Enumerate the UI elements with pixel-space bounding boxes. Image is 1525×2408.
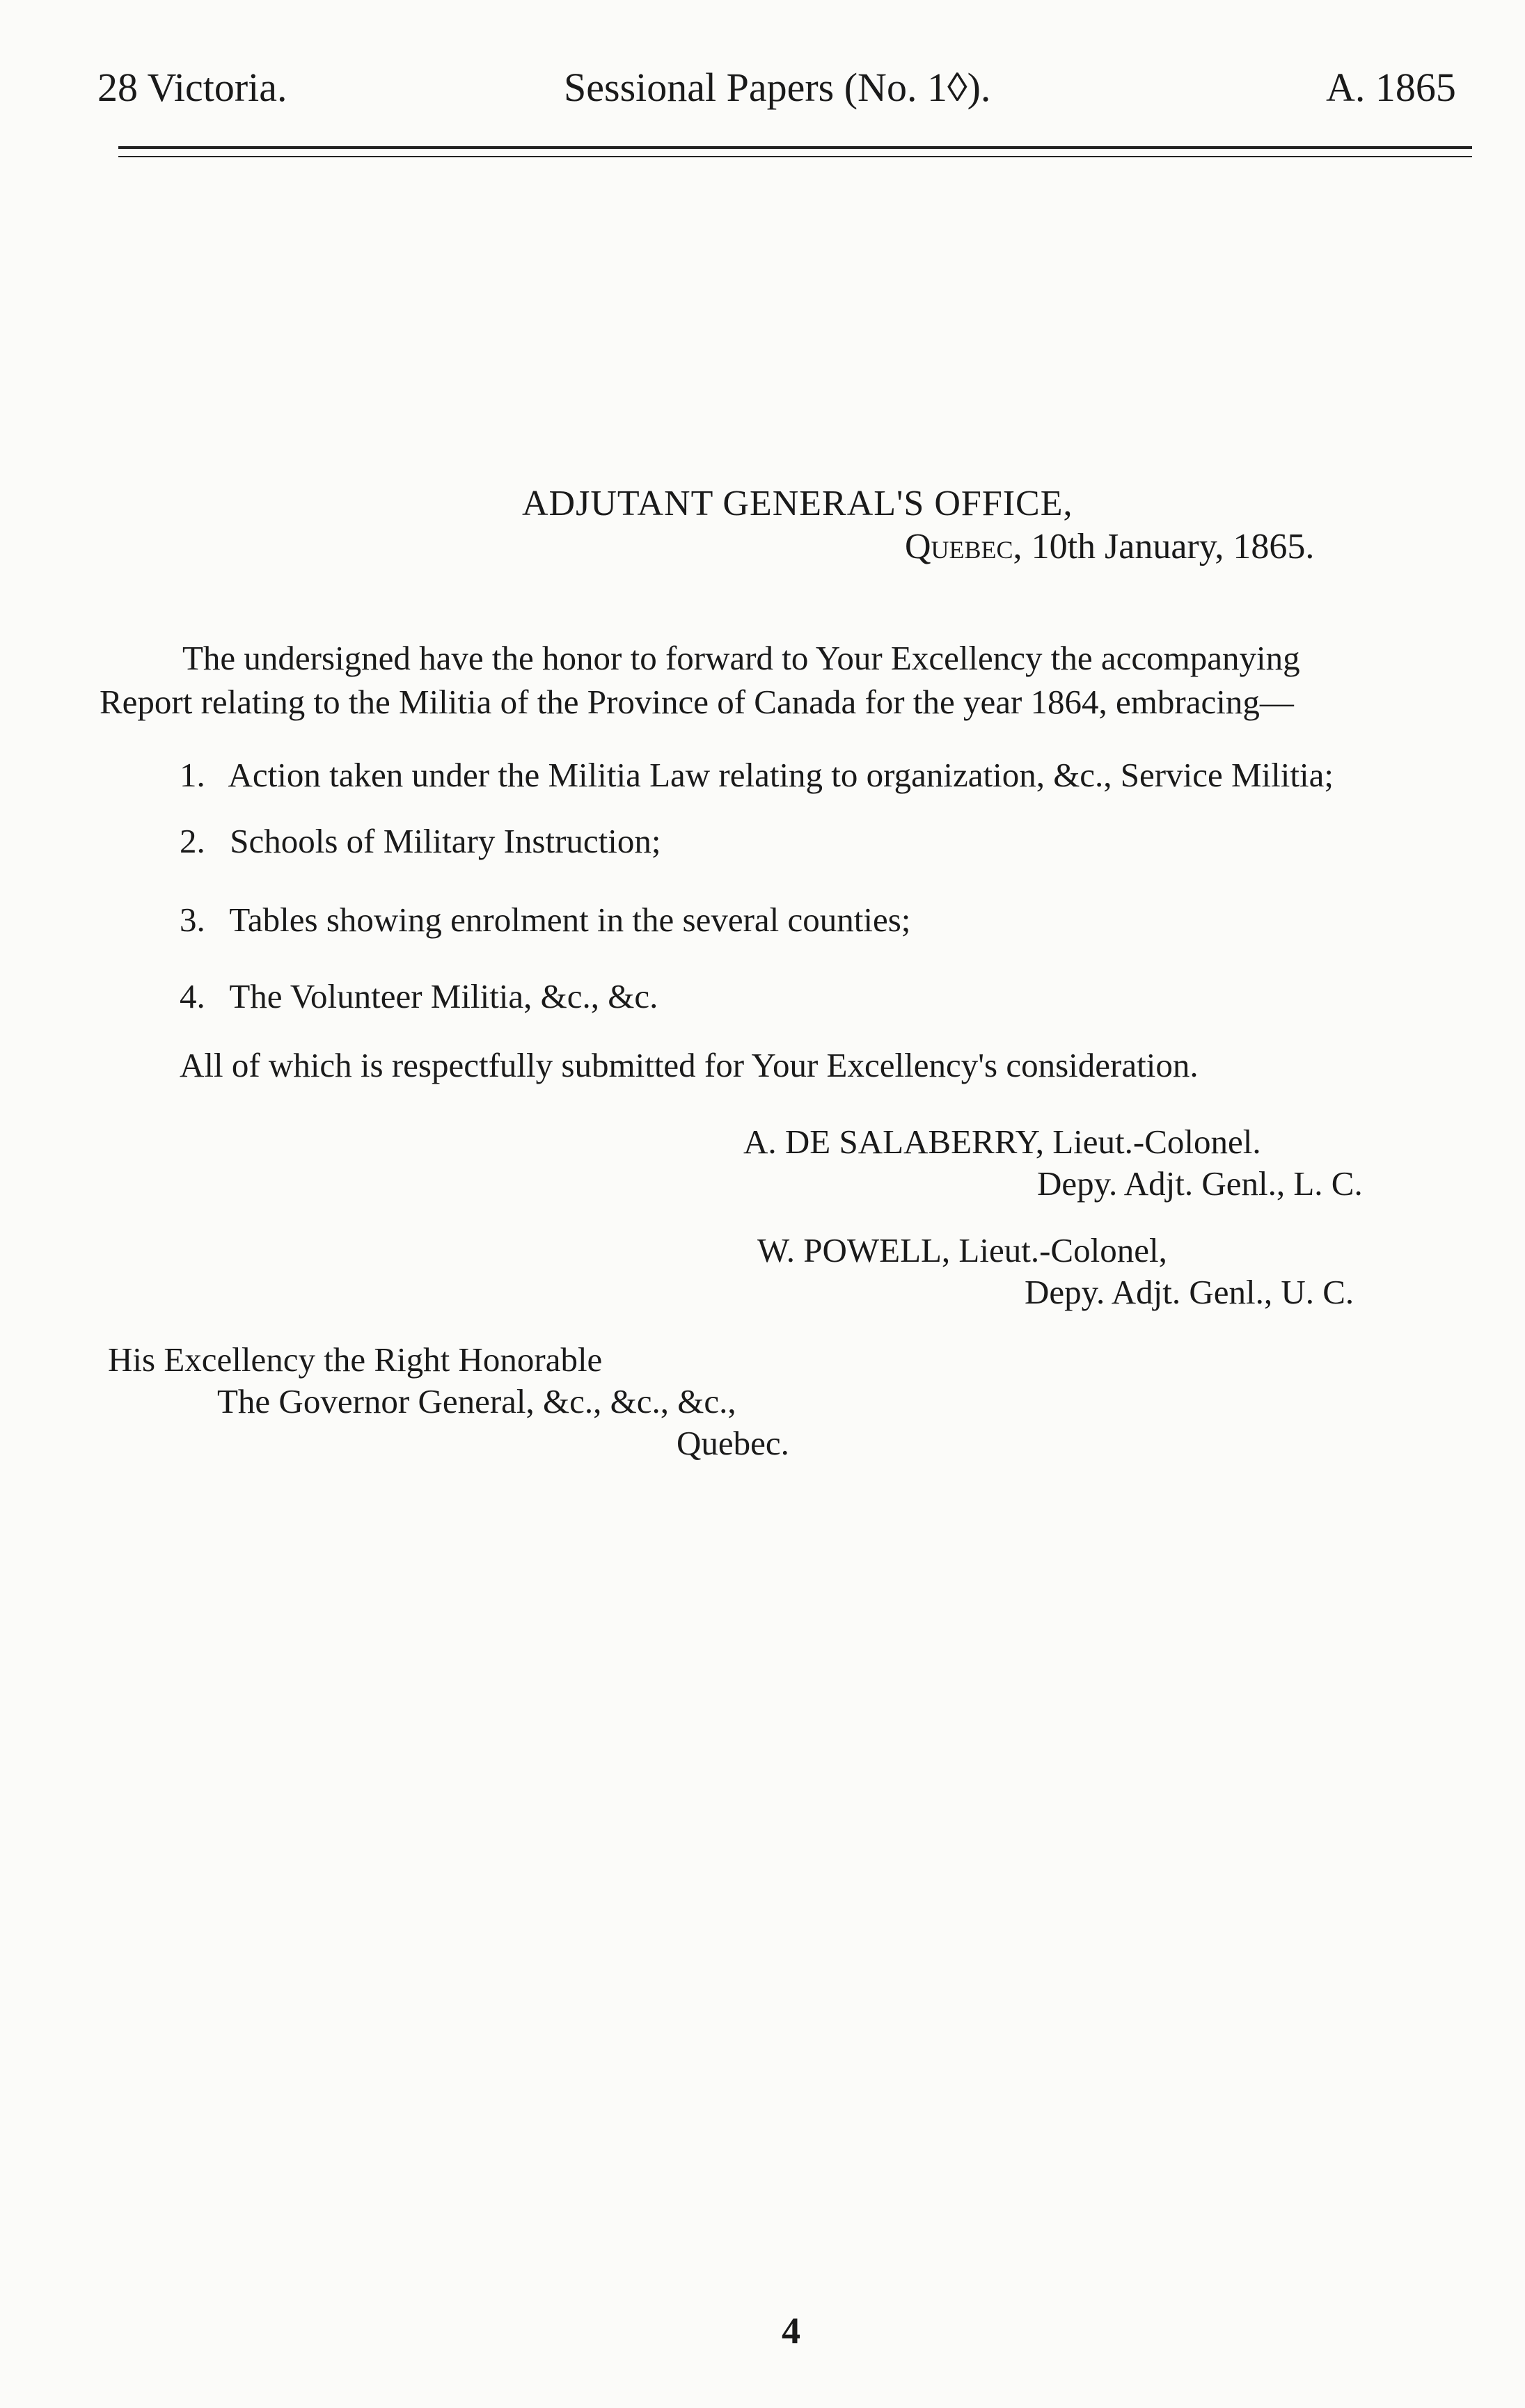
list-item-number: 4. bbox=[180, 977, 205, 1015]
page-number: 4 bbox=[782, 2310, 800, 2352]
list-item-text: Action taken under the Militia Law relating to organization, &c., Service Militia; bbox=[228, 756, 1334, 794]
list-item bbox=[180, 821, 661, 861]
running-head bbox=[0, 0, 1525, 139]
office-title: ADJUTANT GENERAL'S OFFICE, bbox=[522, 484, 1073, 523]
list-item-text: Tables showing enrolment in the several counties; bbox=[229, 901, 911, 939]
running-head-papers: Sessional Papers (No. 1◊). bbox=[564, 65, 991, 110]
header-rule-thin bbox=[118, 156, 1472, 157]
signature-2-title: Depy. Adjt. Genl., U. C. bbox=[1025, 1273, 1354, 1311]
list-item-text: Schools of Military Instruction; bbox=[230, 822, 661, 860]
address-line-3: Quebec. bbox=[677, 1424, 789, 1462]
intro-line-2: Report relating to the Militia of the Province of Canada for the year 1864, embracing— bbox=[100, 683, 1294, 721]
list-item bbox=[180, 976, 658, 1016]
signature-2-name: W. POWELL, Lieut.-Colonel, bbox=[757, 1231, 1167, 1269]
signature-1-name: A. DE SALABERRY, Lieut.-Colonel. bbox=[743, 1123, 1261, 1161]
address-line-2: The Governor General, &c., &c., &c., bbox=[217, 1382, 736, 1420]
list-item-number: 1. bbox=[180, 756, 205, 794]
signature-1-title: Depy. Adjt. Genl., L. C. bbox=[1037, 1164, 1363, 1203]
office-place: Quebec, bbox=[905, 527, 1022, 567]
office-date: 10th January, 1865. bbox=[1031, 527, 1315, 567]
office-place-date bbox=[905, 526, 1314, 567]
list-item-number: 3. bbox=[180, 901, 205, 939]
list-item bbox=[180, 755, 1334, 795]
address-line-1: His Excellency the Right Honorable bbox=[108, 1340, 603, 1379]
list-item-number: 2. bbox=[180, 822, 205, 860]
header-rule-thick bbox=[118, 146, 1472, 149]
running-head-session: 28 Victoria. bbox=[97, 65, 287, 110]
intro-line-1: The undersigned have the honor to forward to Your Excellency the accompanying bbox=[182, 639, 1300, 677]
list-item-text: The Volunteer Militia, &c., &c. bbox=[229, 977, 658, 1015]
list-item bbox=[180, 900, 910, 940]
closing-statement: All of which is respectfully submitted for Your Excellency's consideration. bbox=[180, 1046, 1199, 1084]
running-head-year: A. 1865 bbox=[1326, 65, 1456, 110]
